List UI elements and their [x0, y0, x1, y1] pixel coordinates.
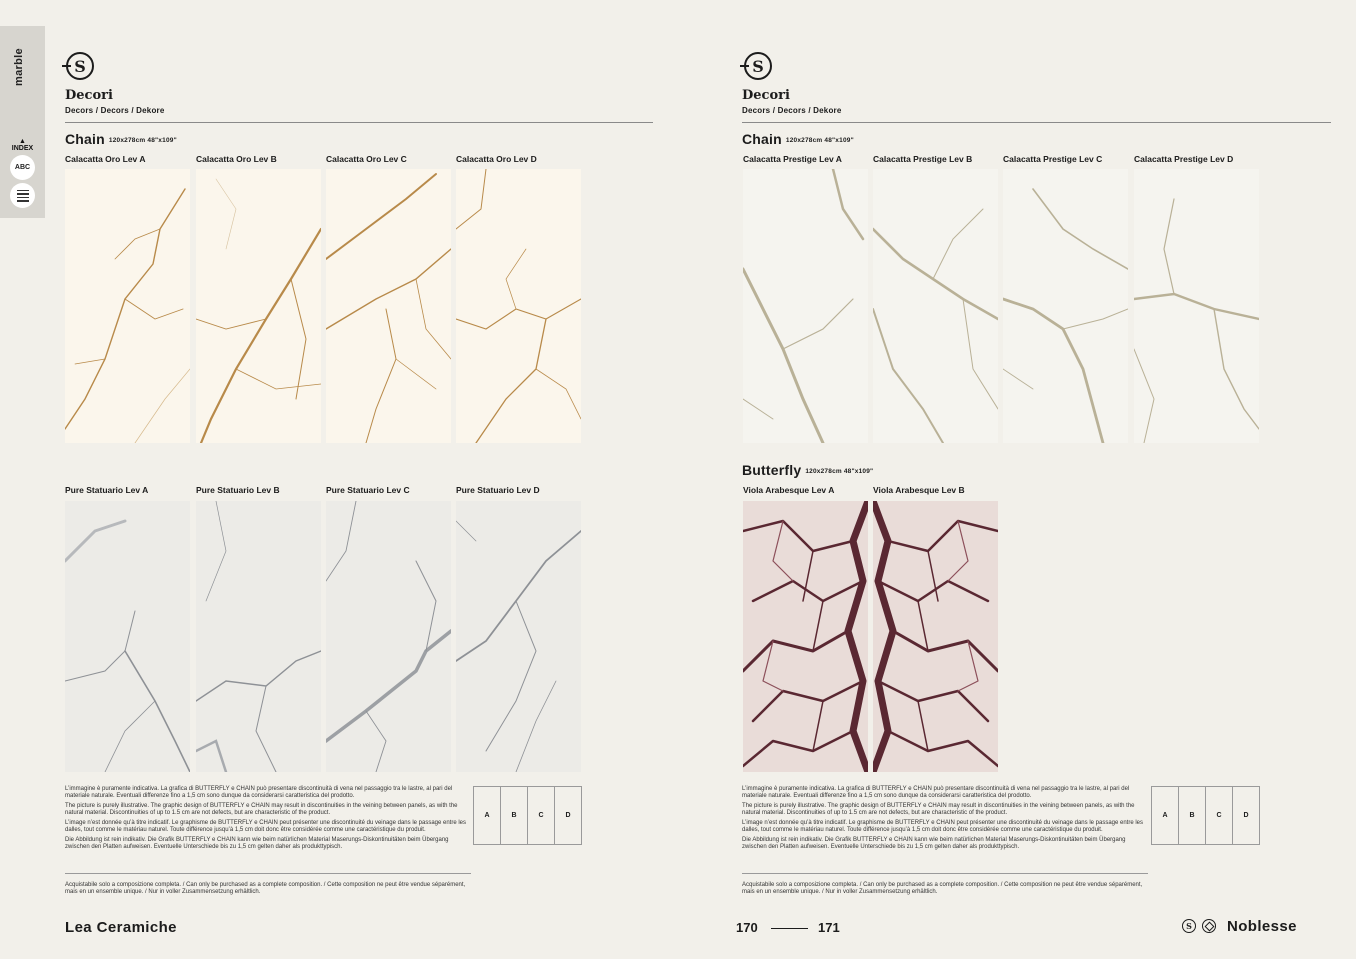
diamond-logo-icon — [1202, 919, 1216, 933]
marble-tile[interactable] — [326, 169, 451, 443]
brand-name: Lea Ceramiche — [65, 919, 177, 936]
marble-tile[interactable] — [326, 501, 451, 772]
s-logo-icon: S — [1182, 919, 1196, 933]
tile-label: Calacatta Prestige Lev D — [1134, 154, 1234, 164]
composition-note: Acquistabile solo a composizione completa. / Can only be purchased as a complete composition. / Cette composition ne peut être vendue séparément, mais en un ensemble unique. / Nur in voller Zusammensetzung erhältlich. — [742, 882, 1143, 896]
marble-tile[interactable] — [873, 169, 998, 443]
panel-a: A — [1152, 787, 1179, 844]
marble-tile[interactable] — [1134, 169, 1259, 443]
tile-label: Calacatta Oro Lev B — [196, 154, 277, 164]
page-number-left: 170 — [736, 920, 758, 935]
side-tab — [0, 26, 45, 218]
brand-s-logo: S — [66, 52, 94, 80]
page-title: Decori — [742, 88, 790, 103]
panel-b: B — [501, 787, 528, 844]
disclaimer-text: L’immagine è puramente indicativa. La grafica di BUTTERFLY e CHAIN può presentare discontinuità di vena nel passaggio tra le lastre, al pari del materiale naturale. Eventuali differenze fino a 1,5 cm sono dunque da considerarsi caratteristica del prodotto. The picture is purely illustrative. The graphic design of BUTTERFLY e CHAIN may result in discontinuities in the veining between panels, as with the natural material. Discontinuities of up to 1.5 cm are not defects, but are characteristic of the product. L’image n’est donnée qu’à titre indicatif. Le graphisme de BUTTERFLY e CHAIN peut présenter une discontinuité du veinage dans le passage entre les dalles, tout comme le matériau naturel. Toute différence jusqu’à 1,5 cm doit donc être considérée comme une caractéristique du produit. Die Abbildung ist rein indikativ. Die Grafik BUTTERFLY e CHAIN kann wie beim natürlichen Material Maserungs-Diskontinuitäten beim Übergang zwischen den Platten aufweisen. Eventuelle Unterschiede bis zu 1,5 cm gelten daher als produkttypisch. — [742, 786, 1144, 850]
marble-tile[interactable] — [1003, 169, 1128, 443]
tile-label: Viola Arabesque Lev B — [873, 485, 965, 495]
tile-label: Calacatta Oro Lev C — [326, 154, 407, 164]
section-label: marble — [13, 48, 25, 86]
series-heading-butterfly: Butterfly 120x278cm 48"x109" — [742, 462, 874, 478]
marble-tile[interactable] — [873, 501, 998, 772]
composition-note: Acquistabile solo a composizione completa. / Can only be purchased as a complete composition. / Cette composition ne peut être vendue séparément, mais en un ensemble unique. / Nur in voller Zusammensetzung erhältlich. — [65, 882, 466, 896]
page-subtitle: Decors / Decors / Dekore — [65, 106, 165, 115]
panel-a: A — [474, 787, 501, 844]
series-heading-chain: Chain 120x278cm 48"x109" — [742, 131, 854, 147]
tile-label: Pure Statuario Lev C — [326, 485, 410, 495]
marble-tile[interactable] — [65, 169, 190, 443]
panel-b: B — [1179, 787, 1206, 844]
series-heading-chain: Chain 120x278cm 48"x109" — [65, 131, 177, 147]
tile-label: Pure Statuario Lev B — [196, 485, 280, 495]
marble-tile[interactable] — [65, 501, 190, 772]
list-icon — [17, 190, 29, 202]
page-title: Decori — [65, 88, 113, 103]
marble-tile[interactable] — [743, 501, 868, 772]
panel-d: D — [1243, 812, 1249, 819]
marble-tile[interactable] — [196, 169, 321, 443]
tile-label: Calacatta Prestige Lev B — [873, 154, 973, 164]
header-divider — [742, 122, 1331, 123]
tile-label: Calacatta Oro Lev A — [65, 154, 146, 164]
panel-c: C — [1206, 787, 1233, 844]
disclaimer-divider — [742, 873, 1148, 874]
list-index-button[interactable] — [10, 183, 35, 208]
page-number-right: 171 — [818, 920, 840, 935]
tile-label: Viola Arabesque Lev A — [743, 485, 835, 495]
disclaimer-divider — [65, 873, 471, 874]
brand-s-logo: S — [744, 52, 772, 80]
index-link[interactable]: ▲ INDEX — [11, 138, 34, 152]
tile-label: Pure Statuario Lev D — [456, 485, 540, 495]
abc-index-button[interactable]: ABC — [10, 155, 35, 180]
tile-label: Calacatta Oro Lev D — [456, 154, 537, 164]
composition-diagram — [1151, 786, 1260, 845]
page-subtitle: Decors / Decors / Dekore — [742, 106, 842, 115]
marble-tile[interactable] — [743, 169, 868, 443]
marble-tile[interactable] — [456, 501, 581, 772]
tile-label: Calacatta Prestige Lev A — [743, 154, 842, 164]
header-divider — [65, 122, 653, 123]
disclaimer-text: L’immagine è puramente indicativa. La grafica di BUTTERFLY e CHAIN può presentare discontinuità di vena nel passaggio tra le lastre, al pari del materiale naturale. Eventuali differenze fino a 1,5 cm sono dunque da considerarsi caratteristica del prodotto. The picture is purely illustrative. The graphic design of BUTTERFLY e CHAIN may result in discontinuities in the veining between panels, as with the natural material. Discontinuities of up to 1.5 cm are not defects, but are characteristic of the product. L’image n’est donnée qu’à titre indicatif. Le graphisme de BUTTERFLY e CHAIN peut présenter une discontinuité du veinage dans le passage entre les dalles, tout comme le matériau naturel. Toute différence jusqu’à 1,5 cm doit donc être considérée comme une caractéristique du produit. Die Abbildung ist rein indikativ. Die Grafik BUTTERFLY e CHAIN kann wie beim natürlichen Material Maserungs-Diskontinuitäten beim Übergang zwischen den Platten aufweisen. Eventuelle Unterschiede bis zu 1,5 cm gelten daher als produkttypisch. — [65, 786, 467, 850]
marble-tile[interactable] — [456, 169, 581, 443]
collection-name: Noblesse — [1227, 918, 1297, 935]
panel-c: C — [528, 787, 555, 844]
page-separator — [771, 928, 808, 929]
marble-tile[interactable] — [196, 501, 321, 772]
panel-d: D — [565, 812, 571, 819]
tile-label: Calacatta Prestige Lev C — [1003, 154, 1103, 164]
tile-label: Pure Statuario Lev A — [65, 485, 149, 495]
composition-diagram — [473, 786, 582, 845]
